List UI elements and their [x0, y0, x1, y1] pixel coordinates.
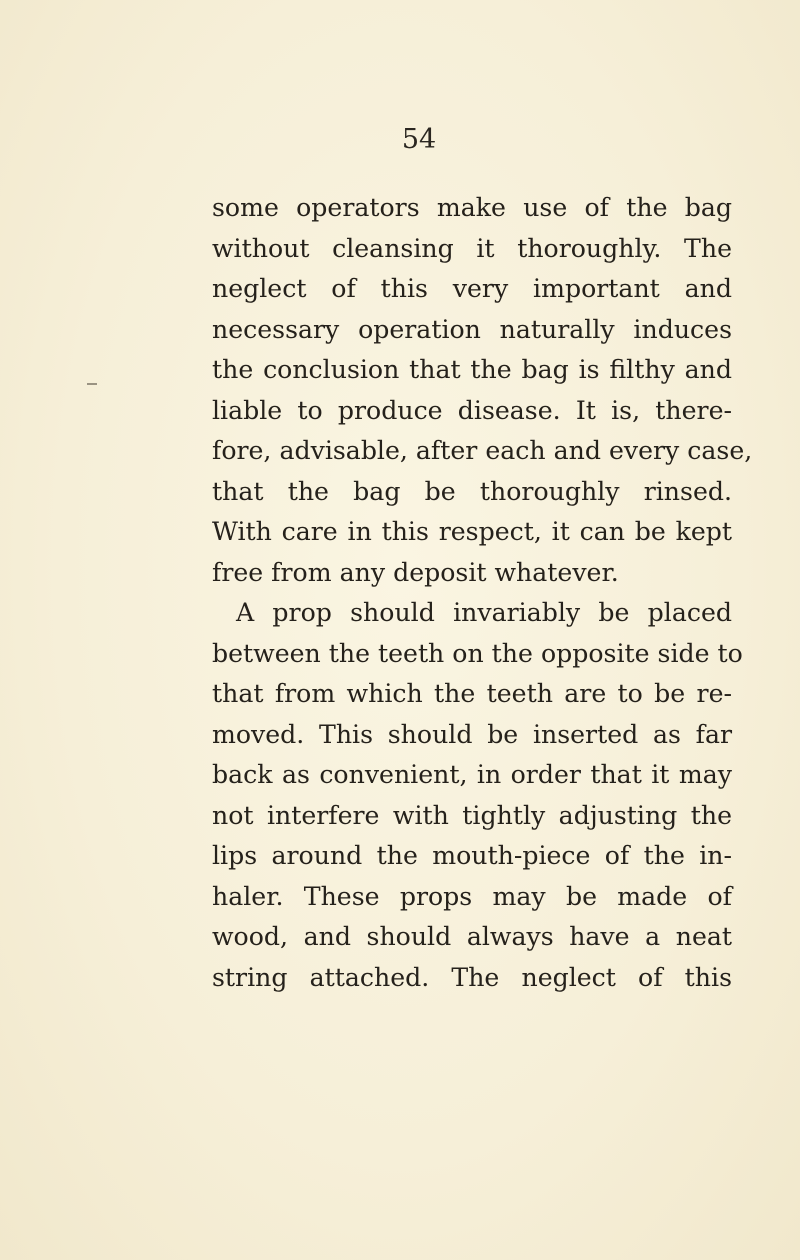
text-line: some operators make use of the bag — [212, 193, 732, 222]
text-line: A prop should invariably be placed — [236, 598, 732, 627]
page-number: 54 — [401, 124, 437, 155]
text-line: neglect of this very important and — [212, 274, 732, 303]
text-line: liable to produce disease. It is, there- — [212, 395, 732, 425]
text-line: that from which the teeth are to be re- — [212, 679, 732, 708]
text-line: string attached. The neglect of this — [212, 962, 732, 992]
text-line: haler. These props may be made of — [212, 881, 732, 911]
text-line: between the teeth on the opposite side to — [212, 638, 743, 668]
text-line: lips around the mouth-piece of the in- — [212, 841, 732, 870]
text-line: free from any deposit whatever. — [212, 557, 619, 587]
text-line: the conclusion that the bag is filthy and — [212, 355, 732, 384]
body-text — [212, 188, 753, 998]
text-line: wood, and should always have a neat — [212, 922, 732, 951]
text-line: not interfere with tightly adjusting the — [212, 800, 732, 830]
text-line: that the bag be thoroughly rinsed. — [212, 476, 732, 506]
text-line: With care in this respect, it can be kept — [212, 517, 732, 546]
text-line: necessary operation naturally induces — [212, 314, 732, 344]
text-line: without cleansing it thoroughly. The — [212, 233, 732, 263]
margin-mark — [87, 383, 97, 385]
text-line: moved. This should be inserted as far — [212, 719, 732, 749]
text-line: fore, advisable, after each and every case, — [212, 436, 753, 465]
text-line: back as convenient, in order that it may — [212, 760, 732, 789]
